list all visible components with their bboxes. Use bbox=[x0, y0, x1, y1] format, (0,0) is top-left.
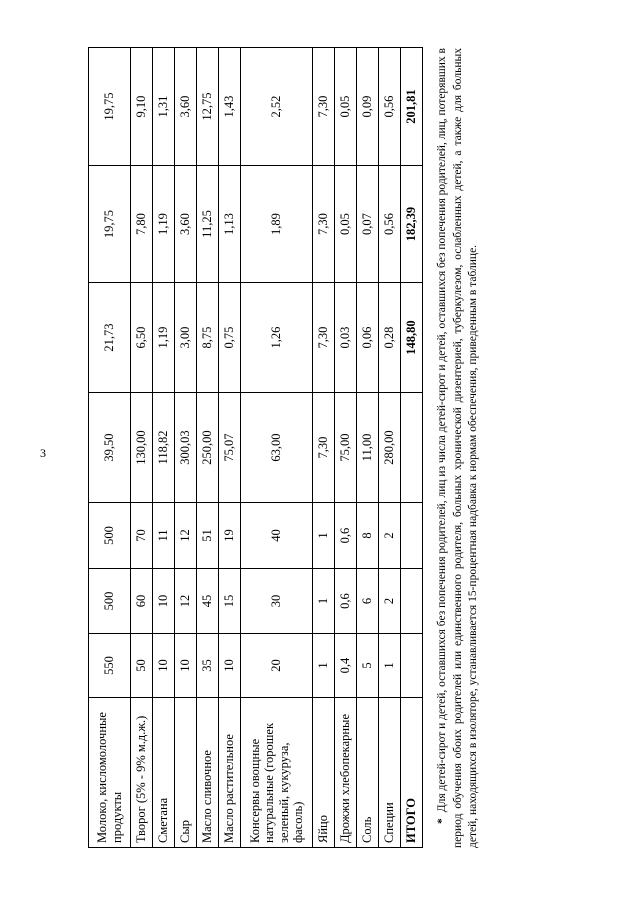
product-name-cell: Творог (5% - 9% м.д.ж.) bbox=[131, 698, 153, 848]
table-row bbox=[153, 48, 175, 848]
cost-col3-cell: 3,60 bbox=[175, 48, 197, 166]
product-name-cell: Яйцо bbox=[313, 698, 335, 848]
cost-col1-cell: 0,75 bbox=[219, 283, 241, 393]
cost-col1-cell: 0,06 bbox=[357, 283, 379, 393]
product-name-cell: Молоко, кисломолочные продукты bbox=[89, 698, 131, 848]
norm-col1-cell: 35 bbox=[197, 634, 219, 698]
cost-col1-cell: 1,26 bbox=[241, 283, 313, 393]
cost-col2-cell: 3,60 bbox=[175, 166, 197, 283]
norm-col1-cell: 1 bbox=[313, 634, 335, 698]
cost-col3-cell: 201,81 bbox=[401, 48, 423, 166]
price-cell: 280,00 bbox=[379, 393, 401, 503]
norm-col3-cell: 12 bbox=[175, 503, 197, 569]
table-row bbox=[379, 48, 401, 848]
norm-col3-cell: 1 bbox=[313, 503, 335, 569]
norm-col1-cell: 10 bbox=[219, 634, 241, 698]
product-name-cell: Консервы овощные натуральные (горошек зеленый, кукуруза, фасоль) bbox=[241, 698, 313, 848]
norm-col2-cell: 1 bbox=[313, 569, 335, 634]
food-norms-table bbox=[88, 47, 423, 848]
price-cell bbox=[401, 393, 423, 503]
product-name-cell: Сметана bbox=[153, 698, 175, 848]
table-body bbox=[89, 48, 423, 848]
norm-col2-cell: 12 bbox=[175, 569, 197, 634]
norm-col3-cell: 51 bbox=[197, 503, 219, 569]
cost-col2-cell: 11,25 bbox=[197, 166, 219, 283]
product-name-cell: Масло растительное bbox=[219, 698, 241, 848]
cost-col3-cell: 7,30 bbox=[313, 48, 335, 166]
cost-col1-cell: 148,80 bbox=[401, 283, 423, 393]
cost-col2-cell: 1,19 bbox=[153, 166, 175, 283]
table-row bbox=[241, 48, 313, 848]
cost-col1-cell: 6,50 bbox=[131, 283, 153, 393]
cost-col2-cell: 19,75 bbox=[89, 166, 131, 283]
norm-col2-cell: 10 bbox=[153, 569, 175, 634]
norm-col2-cell: 500 bbox=[89, 569, 131, 634]
product-name-cell: ИТОГО bbox=[401, 698, 423, 848]
product-name-cell: Специи bbox=[379, 698, 401, 848]
norm-col1-cell: 50 bbox=[131, 634, 153, 698]
cost-col1-cell: 1,19 bbox=[153, 283, 175, 393]
product-name-cell: Соль bbox=[357, 698, 379, 848]
price-cell: 118,82 bbox=[153, 393, 175, 503]
cost-col2-cell: 1,89 bbox=[241, 166, 313, 283]
cost-col3-cell: 0,09 bbox=[357, 48, 379, 166]
table-row bbox=[131, 48, 153, 848]
table-row bbox=[197, 48, 219, 848]
price-cell: 130,00 bbox=[131, 393, 153, 503]
norm-col1-cell: 550 bbox=[89, 634, 131, 698]
price-cell: 300,03 bbox=[175, 393, 197, 503]
norm-col2-cell: 60 bbox=[131, 569, 153, 634]
norm-col3-cell: 70 bbox=[131, 503, 153, 569]
norm-col2-cell: 2 bbox=[379, 569, 401, 634]
table-row bbox=[357, 48, 379, 848]
norm-col3-cell: 40 bbox=[241, 503, 313, 569]
norm-col1-cell bbox=[401, 634, 423, 698]
norm-col3-cell: 8 bbox=[357, 503, 379, 569]
product-name-cell: Масло сливочное bbox=[197, 698, 219, 848]
norm-col1-cell: 5 bbox=[357, 634, 379, 698]
cost-col3-cell: 1,31 bbox=[153, 48, 175, 166]
cost-col1-cell: 7,30 bbox=[313, 283, 335, 393]
footnote-mark: * bbox=[436, 818, 448, 824]
price-cell: 7,30 bbox=[313, 393, 335, 503]
cost-col2-cell: 1,13 bbox=[219, 166, 241, 283]
cost-col2-cell: 7,30 bbox=[313, 166, 335, 283]
cost-col2-cell: 0,05 bbox=[335, 166, 357, 283]
norm-col1-cell: 1 bbox=[379, 634, 401, 698]
price-cell: 39,50 bbox=[89, 393, 131, 503]
rotated-page-content bbox=[88, 48, 558, 848]
footnote-text: Для детей-сирот и детей, оставшихся без попечения родителей, лиц из числа детей-сирот и детей, оставшихся без попечения родителей, лиц, потерявших в период обучения обоих родителей или единственного родителя, больных хронической дизентерией, туберкулезом, ослабленных детей, а также для больных детей, находящихся в изоляторе, устанавливается 15-процентная надбавка к нормам обеспечения, приведенным в таблице. bbox=[436, 48, 480, 848]
cost-col1-cell: 3,00 bbox=[175, 283, 197, 393]
table-row bbox=[89, 48, 131, 848]
norm-col3-cell: 500 bbox=[89, 503, 131, 569]
table-row bbox=[335, 48, 357, 848]
cost-col2-cell: 0,56 bbox=[379, 166, 401, 283]
table-row bbox=[219, 48, 241, 848]
norm-col3-cell: 11 bbox=[153, 503, 175, 569]
norm-col2-cell: 6 bbox=[357, 569, 379, 634]
cost-col2-cell: 0,07 bbox=[357, 166, 379, 283]
table-total-row bbox=[401, 48, 423, 848]
norm-col2-cell: 0,6 bbox=[335, 569, 357, 634]
cost-col1-cell: 21,73 bbox=[89, 283, 131, 393]
norm-col3-cell: 0,6 bbox=[335, 503, 357, 569]
table-row bbox=[175, 48, 197, 848]
norm-col2-cell: 30 bbox=[241, 569, 313, 634]
norm-col1-cell: 20 bbox=[241, 634, 313, 698]
cost-col1-cell: 0,03 bbox=[335, 283, 357, 393]
cost-col3-cell: 9,10 bbox=[131, 48, 153, 166]
norm-col3-cell: 2 bbox=[379, 503, 401, 569]
price-cell: 250,00 bbox=[197, 393, 219, 503]
norm-col2-cell: 45 bbox=[197, 569, 219, 634]
footnote bbox=[435, 48, 482, 848]
price-cell: 75,00 bbox=[335, 393, 357, 503]
cost-col1-cell: 0,28 bbox=[379, 283, 401, 393]
cost-col1-cell: 8,75 bbox=[197, 283, 219, 393]
cost-col3-cell: 12,75 bbox=[197, 48, 219, 166]
cost-col3-cell: 1,43 bbox=[219, 48, 241, 166]
product-name-cell: Сыр bbox=[175, 698, 197, 848]
norm-col1-cell: 10 bbox=[175, 634, 197, 698]
norm-col3-cell: 19 bbox=[219, 503, 241, 569]
cost-col3-cell: 0,05 bbox=[335, 48, 357, 166]
table-row bbox=[313, 48, 335, 848]
price-cell: 11,00 bbox=[357, 393, 379, 503]
product-name-cell: Дрожжи хлебопекарные bbox=[335, 698, 357, 848]
cost-col2-cell: 182,39 bbox=[401, 166, 423, 283]
norm-col2-cell: 15 bbox=[219, 569, 241, 634]
cost-col2-cell: 7,80 bbox=[131, 166, 153, 283]
norm-col2-cell bbox=[401, 569, 423, 634]
price-cell: 63,00 bbox=[241, 393, 313, 503]
norm-col3-cell bbox=[401, 503, 423, 569]
cost-col3-cell: 0,56 bbox=[379, 48, 401, 166]
cost-col3-cell: 2,52 bbox=[241, 48, 313, 166]
norm-col1-cell: 10 bbox=[153, 634, 175, 698]
cost-col3-cell: 19,75 bbox=[89, 48, 131, 166]
norm-col1-cell: 0,4 bbox=[335, 634, 357, 698]
price-cell: 75,07 bbox=[219, 393, 241, 503]
page-number: 3 bbox=[40, 446, 46, 460]
